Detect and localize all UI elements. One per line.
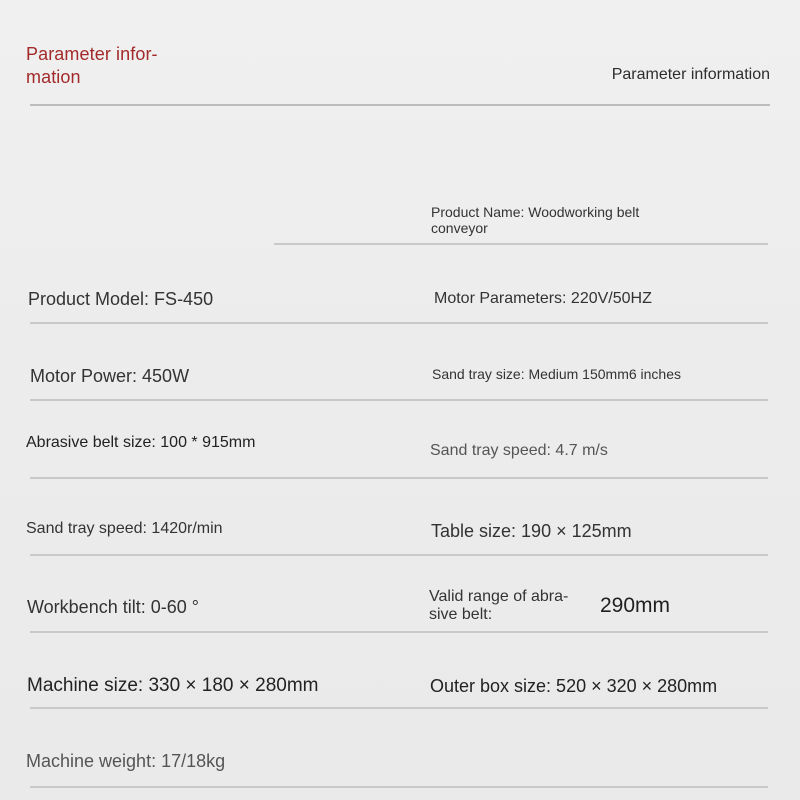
valid-range-value: 290mm [600, 594, 671, 617]
motor-parameters: Motor Parameters: 220V/50HZ [434, 290, 652, 307]
table-size: Table size: 190 × 125mm [431, 521, 632, 541]
machine-size: Machine size: 330 × 180 × 280mm [27, 675, 319, 696]
divider-product-name [274, 243, 768, 245]
product-model: Product Model: FS-450 [28, 289, 214, 309]
header-divider [30, 104, 770, 106]
workbench-tilt: Workbench tilt: 0-60 ° [27, 597, 199, 617]
divider-abrasive-belt [30, 477, 768, 479]
machine-weight: Machine weight: 17/18kg [26, 751, 226, 771]
page-title: Parameter infor- mation [26, 44, 158, 87]
divider-motor-power [30, 399, 768, 401]
product-name: Product Name: Woodworking belt conveyor [431, 204, 640, 236]
sand-tray-speed-rpm: Sand tray speed: 1420r/min [26, 520, 223, 537]
sand-tray-speed-ms: Sand tray speed: 4.7 m/s [430, 442, 608, 459]
section-title: Parameter information [611, 66, 770, 83]
valid-range-label: Valid range of abra- sive belt: [429, 588, 569, 623]
abrasive-belt-size: Abrasive belt size: 100 * 915mm [26, 434, 256, 451]
divider-product-model [30, 322, 768, 324]
motor-power: Motor Power: 450W [30, 366, 190, 386]
divider-sand-tray-speed [30, 554, 768, 556]
divider-workbench-tilt [30, 631, 768, 633]
divider-machine-weight [30, 786, 768, 788]
divider-machine-size [30, 707, 768, 709]
outer-box-size: Outer box size: 520 × 320 × 280mm [430, 676, 718, 696]
sand-tray-size: Sand tray size: Medium 150mm6 inches [432, 366, 681, 382]
